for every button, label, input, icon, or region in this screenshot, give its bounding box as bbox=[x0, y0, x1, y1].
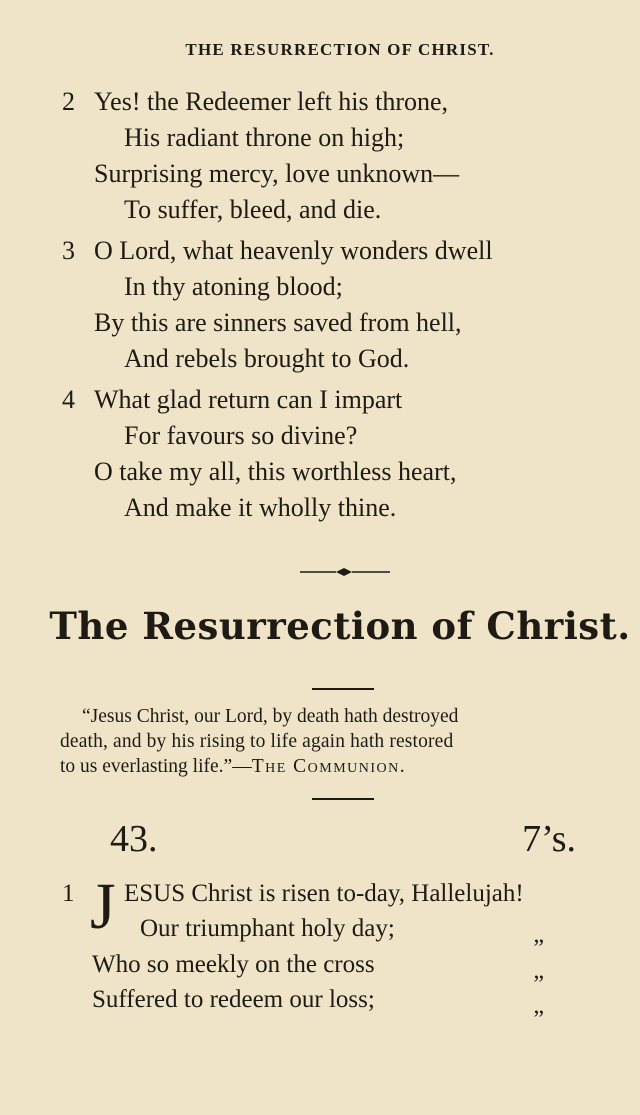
verse-line: For favours so divine? bbox=[124, 421, 358, 450]
epigraph-source: The Communion. bbox=[251, 756, 407, 777]
verse-line: Surprising mercy, love unknown— bbox=[94, 159, 460, 188]
ditto-mark: „ bbox=[533, 993, 544, 1019]
verse-line: And rebels brought to God. bbox=[124, 344, 410, 373]
verse-number: 4 bbox=[62, 385, 75, 414]
running-head: THE RESURRECTION OF CHRIST. bbox=[185, 40, 495, 59]
hymn-number: 43. bbox=[110, 818, 158, 860]
hymn-line: Who so meekly on the cross bbox=[92, 951, 375, 978]
verse-number: 3 bbox=[62, 236, 75, 265]
verse-4 bbox=[62, 382, 602, 526]
section-title: The Resurrection of Christ. bbox=[49, 604, 631, 648]
epigraph-line: death, and by his rising to life again hath restored bbox=[60, 731, 454, 752]
stanza-number: 1 bbox=[62, 880, 75, 907]
drop-cap: J bbox=[90, 870, 116, 943]
verse-3 bbox=[62, 233, 602, 377]
epigraph-line bbox=[60, 754, 626, 779]
epigraph-line: “Jesus Christ, our Lord, by death hath destroyed bbox=[82, 706, 459, 727]
verse-line: To suffer, bleed, and die. bbox=[124, 195, 382, 224]
ornament-divider bbox=[300, 566, 390, 578]
verse-line: His radiant throne on high; bbox=[124, 123, 405, 152]
hymn-line: ESUS Christ is risen to-day, Hallelujah! bbox=[124, 880, 524, 907]
verse-number: 2 bbox=[62, 87, 75, 116]
rule-divider bbox=[312, 688, 374, 690]
hymn-line: Suffered to redeem our loss; bbox=[92, 986, 375, 1013]
verse-line: O Lord, what heavenly wonders dwell bbox=[94, 236, 493, 265]
rule-divider bbox=[312, 798, 374, 800]
verse-line: Yes! the Redeemer left his throne, bbox=[94, 87, 449, 116]
hymn-line: Our triumphant holy day; bbox=[140, 915, 395, 942]
verse-line: What glad return can I impart bbox=[94, 385, 403, 414]
verse-line: And make it wholly thine. bbox=[124, 493, 397, 522]
hymn-meter: 7’s. bbox=[522, 818, 576, 860]
verse-line: In thy atoning blood; bbox=[124, 272, 343, 301]
verse-line: O take my all, this worthless heart, bbox=[94, 457, 457, 486]
ditto-mark: „ bbox=[533, 922, 544, 948]
epigraph bbox=[60, 704, 626, 779]
epigraph-text: to us everlasting life.”— bbox=[60, 756, 252, 777]
verse-line: By this are sinners saved from hell, bbox=[94, 308, 462, 337]
verse-2 bbox=[62, 84, 602, 228]
ditto-mark: „ bbox=[533, 958, 544, 984]
